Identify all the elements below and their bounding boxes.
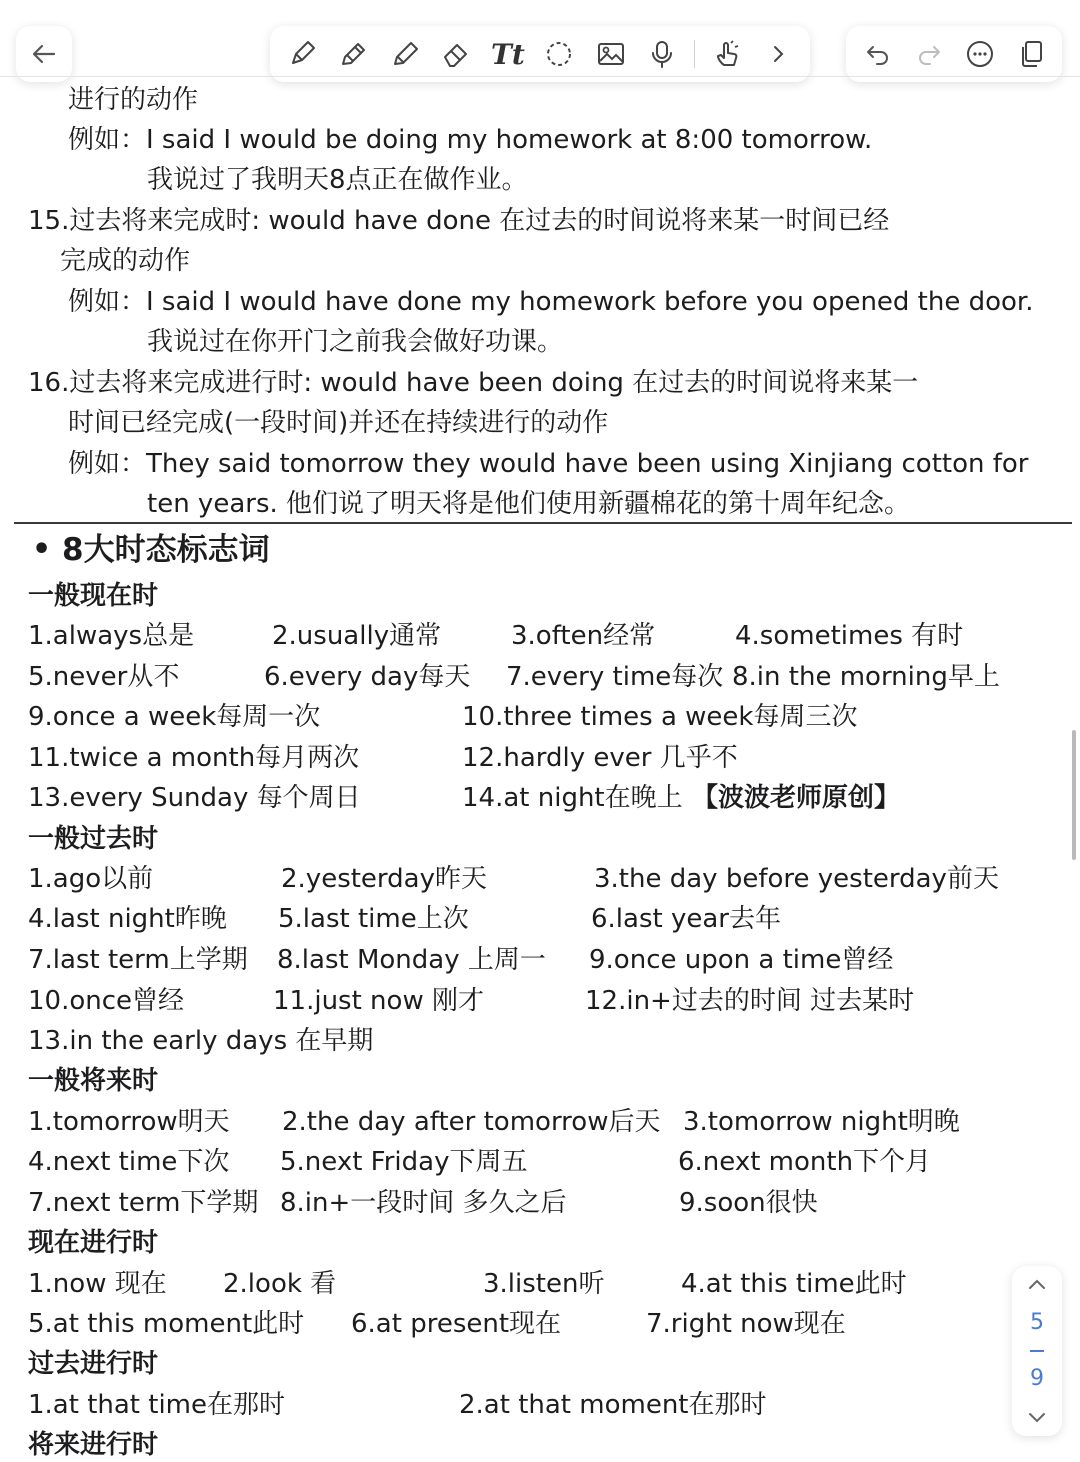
microphone-tool-button[interactable] xyxy=(642,34,682,74)
pencil-tool-button[interactable] xyxy=(385,34,425,74)
list-item: 4.next time下次 xyxy=(28,1147,230,1177)
section-title: 一般过去时 xyxy=(28,824,159,854)
section-title: 一般将来时 xyxy=(28,1066,159,1096)
bullet-icon: • xyxy=(32,532,52,567)
list-item: 9.once a week每周一次 xyxy=(28,702,321,732)
total-pages: 9 xyxy=(1030,1366,1044,1391)
touch-pointer-icon xyxy=(712,39,742,69)
list-item: 5.at this moment此时 xyxy=(28,1309,305,1339)
pages-button[interactable] xyxy=(1011,34,1051,74)
undo-button[interactable] xyxy=(858,34,898,74)
text-line: 时间已经完成(一段时间)并还在持续进行的动作 xyxy=(68,408,609,438)
back-button[interactable] xyxy=(16,26,72,82)
scrollbar[interactable] xyxy=(1072,730,1076,860)
text-line: 例如：I said I would be doing my homework at 8:00 tomorrow. xyxy=(68,125,873,155)
section-title: 现在进行时 xyxy=(28,1228,159,1258)
credit-label: 【波波老师原创】 xyxy=(692,783,901,813)
list-item: 4.last night昨晚 xyxy=(28,904,227,934)
page-separator xyxy=(1030,1350,1044,1352)
image-icon xyxy=(596,39,626,69)
eraser-icon xyxy=(441,39,471,69)
list-item: 8.in the morning早上 xyxy=(732,662,1000,692)
text-tool-button[interactable] xyxy=(488,34,528,74)
text-tool-icon: Tt xyxy=(491,37,525,71)
list-item: 6.at present现在 xyxy=(351,1309,562,1339)
list-item: 3.listen听 xyxy=(483,1269,605,1299)
action-bar xyxy=(846,26,1062,82)
more-icon xyxy=(965,39,995,69)
list-item: 10.three times a week每周三次 xyxy=(462,702,858,732)
list-item: 5.next Friday下周五 xyxy=(280,1147,528,1177)
list-item: 1.always总是 xyxy=(28,621,195,651)
list-item: 12.in+过去的时间 过去某时 xyxy=(585,986,915,1016)
list-item: 8.last Monday 上周一 xyxy=(277,945,546,975)
page-heading: 8大时态标志词 xyxy=(62,532,270,568)
list-item: 7.next term下学期 xyxy=(28,1188,259,1218)
more-options-button[interactable] xyxy=(960,34,1000,74)
pen-tool-button[interactable] xyxy=(282,34,322,74)
text-line: 例如：I said I would have done my homework before you opened the door. xyxy=(68,287,1034,317)
text-line: 16.过去将来完成进行时: would have been doing 在过去的时间说将来某一 xyxy=(28,368,919,398)
list-item: 6.every day每天 xyxy=(264,662,471,692)
list-item: 2.look 看 xyxy=(223,1269,337,1299)
undo-icon xyxy=(863,39,893,69)
lasso-tool-button[interactable] xyxy=(539,34,579,74)
list-item: 3.the day before yesterday前天 xyxy=(594,864,999,894)
image-tool-button[interactable] xyxy=(591,34,631,74)
text-line: 15.过去将来完成时: would have done 在过去的时间说将来某一时间已经 xyxy=(28,206,890,236)
lasso-icon xyxy=(544,39,574,69)
list-item: 3.often经常 xyxy=(511,621,656,651)
list-item: 7.last term上学期 xyxy=(28,945,248,975)
list-item: 5.never从不 xyxy=(28,662,180,692)
list-item: 8.in+一段时间 多久之后 xyxy=(280,1188,567,1218)
list-item: 2.at that moment在那时 xyxy=(459,1390,767,1420)
pen-icon xyxy=(287,39,317,69)
list-item: 11.just now 刚才 xyxy=(273,986,484,1016)
list-item: 1.ago以前 xyxy=(28,864,154,894)
section-divider xyxy=(14,522,1072,524)
list-item: 2.the day after tomorrow后天 xyxy=(282,1107,661,1137)
list-item: 7.every time每次 xyxy=(506,662,724,692)
section-title: 一般现在时 xyxy=(28,581,159,611)
text-line: 我说过在你开门之前我会做好功课。 xyxy=(147,327,564,357)
list-item: 2.yesterday昨天 xyxy=(281,864,487,894)
list-item: 12.hardly ever 几乎不 xyxy=(462,743,738,773)
list-item: 4.sometimes 有时 xyxy=(735,621,964,651)
text-line: 完成的动作 xyxy=(60,246,191,276)
section-title: 过去进行时 xyxy=(28,1349,159,1379)
redo-button[interactable] xyxy=(909,34,949,74)
list-item: 4.at this time此时 xyxy=(681,1269,907,1299)
list-item: 1.tomorrow明天 xyxy=(28,1107,230,1137)
list-item: 2.usually通常 xyxy=(272,621,442,651)
list-item: 13.every Sunday 每个周日 xyxy=(28,783,361,813)
redo-icon xyxy=(914,39,944,69)
pencil-icon xyxy=(390,39,420,69)
list-item: 3.tomorrow night明晚 xyxy=(683,1107,960,1137)
list-item: 1.now 现在 xyxy=(28,1269,167,1299)
toolbar-separator xyxy=(694,40,695,68)
text-line: 进行的动作 xyxy=(68,85,199,115)
list-item: 11.twice a month每月两次 xyxy=(28,743,360,773)
pages-icon xyxy=(1016,39,1046,69)
list-item: 9.once upon a time曾经 xyxy=(589,945,894,975)
text-line: ten years. 他们说了明天将是他们使用新疆棉花的第十周年纪念。 xyxy=(147,489,911,519)
text-line: 我说过了我明天8点正在做作业。 xyxy=(147,165,528,195)
list-item: 10.once曾经 xyxy=(28,986,185,1016)
eraser-tool-button[interactable] xyxy=(436,34,476,74)
highlighter-icon xyxy=(338,39,368,69)
back-arrow-icon xyxy=(30,40,58,68)
current-page: 5 xyxy=(1030,1310,1044,1335)
list-item: 5.last time上次 xyxy=(278,904,469,934)
touch-tool-button[interactable] xyxy=(707,34,747,74)
list-item: 6.last year去年 xyxy=(591,904,781,934)
list-item: 13.in the early days 在早期 xyxy=(28,1026,374,1056)
section-title: 将来进行时 xyxy=(28,1430,159,1460)
chevron-up-icon[interactable] xyxy=(1026,1274,1048,1296)
list-item: 1.at that time在那时 xyxy=(28,1390,286,1420)
list-item: 14.at night在晚上 xyxy=(462,783,683,813)
toolbar-divider xyxy=(0,76,1080,77)
chevron-right-icon xyxy=(763,39,793,69)
toolbar-more-button[interactable] xyxy=(758,34,798,74)
list-item: 6.next month下个月 xyxy=(678,1147,932,1177)
microphone-icon xyxy=(647,39,677,69)
list-item: 7.right now现在 xyxy=(646,1309,846,1339)
page-navigator xyxy=(1012,1266,1062,1436)
list-item: 9.soon很快 xyxy=(679,1188,818,1218)
tool-palette xyxy=(270,26,810,82)
text-line: 例如：They said tomorrow they would have been using Xinjiang cotton for xyxy=(68,449,1029,479)
highlighter-tool-button[interactable] xyxy=(333,34,373,74)
chevron-down-icon[interactable] xyxy=(1026,1406,1048,1428)
